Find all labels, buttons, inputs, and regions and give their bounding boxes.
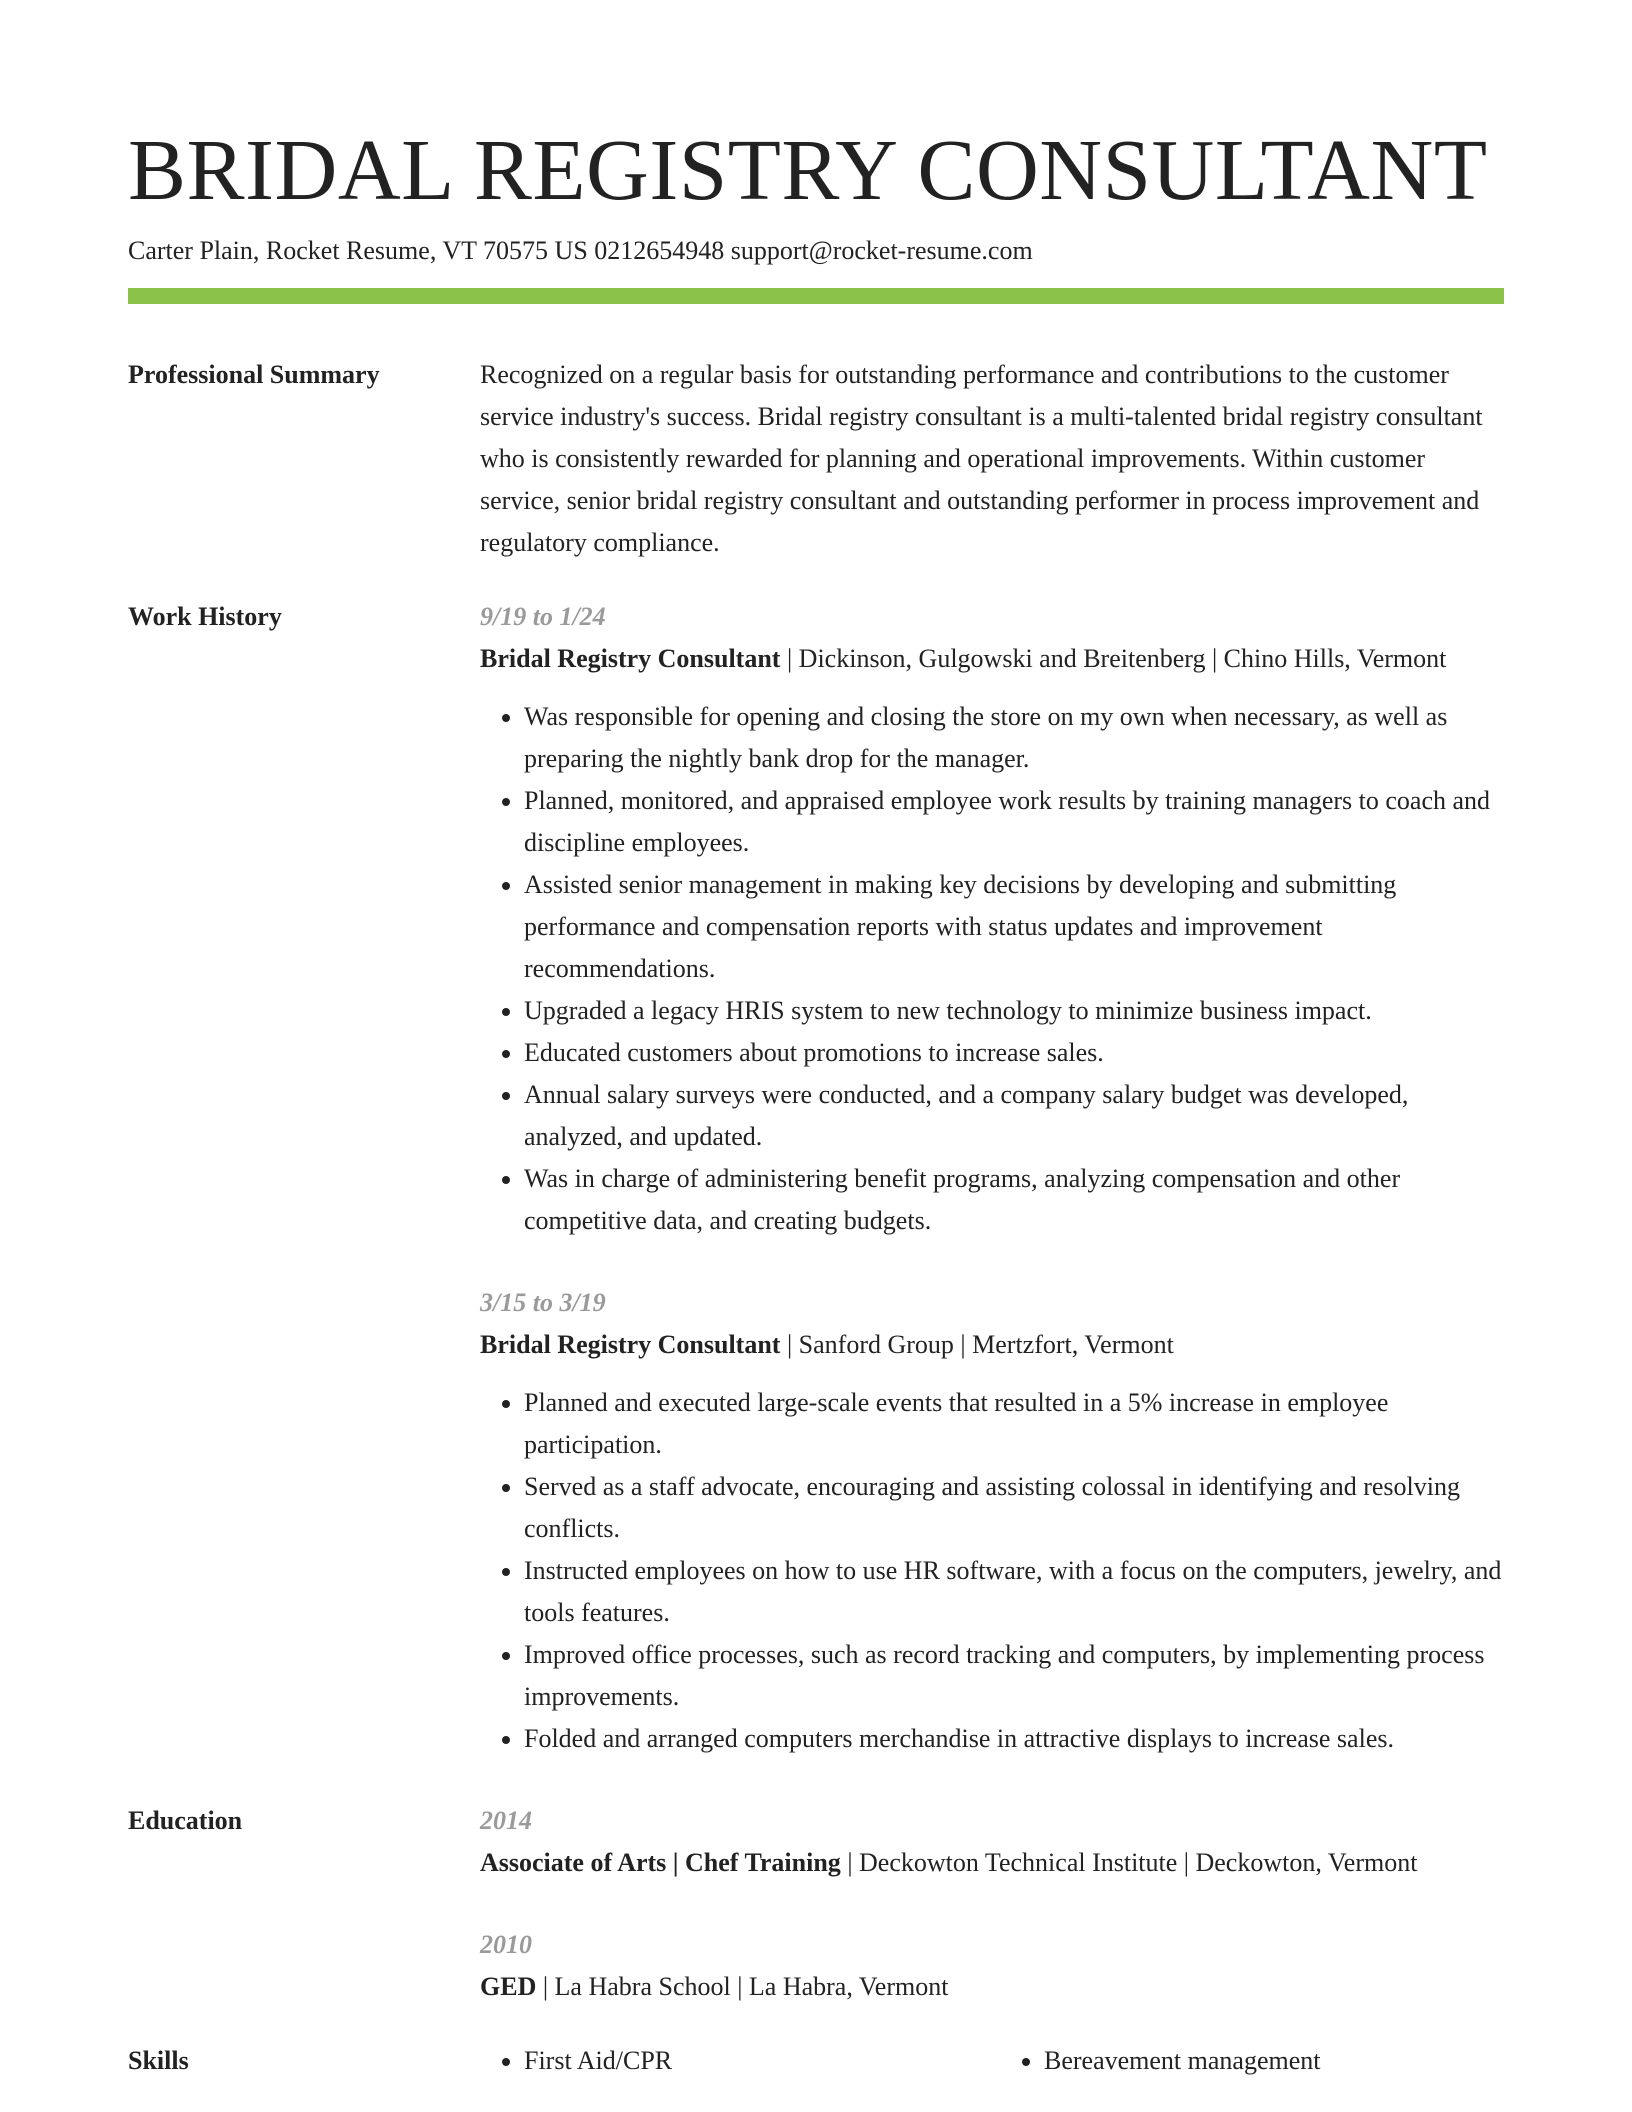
job-bullet: • Annual salary surveys were conducted, and a company salary budget was developed, analyzed, and updated.: [524, 1074, 1504, 1158]
job-bullet: • Was in charge of administering benefit programs, analyzing compensation and other competitive data, and creating budgets.: [524, 1158, 1504, 1242]
job-title-line: [480, 638, 1504, 680]
job-bullet: • Upgraded a legacy HRIS system to new technology to minimize business impact.: [524, 990, 1504, 1032]
education-year: 2010: [480, 1930, 532, 1959]
summary-section: [128, 354, 1504, 564]
education-school: | La Habra School | La Habra, Vermont: [536, 1972, 949, 2001]
skills-list: [480, 2040, 1504, 2082]
job-entry: [480, 596, 1504, 1242]
work-history-section: [128, 596, 1504, 1760]
job-title-line: [480, 1324, 1504, 1366]
skill-item: • Bereavement management: [1044, 2040, 1548, 2082]
education-body: [480, 1800, 1504, 2008]
job-dates: 3/15 to 3/19: [480, 1288, 606, 1317]
job-role: Bridal Registry Consultant: [480, 644, 781, 673]
job-bullet: • Planned, monitored, and appraised employee work results by training managers to coach and discipline employees.: [524, 780, 1504, 864]
education-entry: [480, 1800, 1504, 1884]
job-bullet: • Folded and arranged computers merchandise in attractive displays to increase sales.: [524, 1718, 1504, 1760]
job-bullet: • Assisted senior management in making key decisions by developing and submitting performance and compensation reports with status updates and improvement recommendations.: [524, 864, 1504, 990]
education-line: [480, 1966, 1504, 2008]
job-employer: | Sanford Group | Mertzfort, Vermont: [780, 1330, 1174, 1359]
job-bullet-list: [480, 1382, 1504, 1760]
summary-text: Recognized on a regular basis for outstanding performance and contributions to the customer service industry's success. Bridal registry consultant is a multi-talented bridal registry consultant who is consistently rewarded for planning and operational improvements. Within customer service, senior bridal registry consultant and outstanding performer in process improvement and regulatory compliance.: [480, 360, 1483, 557]
skills-section: [128, 2040, 1504, 2082]
work-history-body: [480, 596, 1504, 1760]
contact-line: Carter Plain, Rocket Resume, VT 70575 US 0212654948 support@rocket-resume.com: [128, 236, 1033, 265]
education-school: | Deckowton Technical Institute | Deckowton, Vermont: [840, 1848, 1418, 1877]
job-bullet: • Served as a staff advocate, encouraging and assisting colossal in identifying and resolving conflicts.: [524, 1466, 1504, 1550]
education-degree: GED: [480, 1972, 537, 2001]
job-entry: [480, 1282, 1504, 1760]
job-bullet: • Instructed employees on how to use HR software, with a focus on the computers, jewelry, and tools features.: [524, 1550, 1504, 1634]
education-degree: Associate of Arts | Chef Training: [480, 1848, 841, 1877]
education-line: [480, 1842, 1504, 1884]
job-role: Bridal Registry Consultant: [480, 1330, 781, 1359]
section-title-education: Education: [128, 1806, 243, 1835]
education-year: 2014: [480, 1806, 532, 1835]
job-employer: | Dickinson, Gulgowski and Breitenberg | Chino Hills, Vermont: [780, 644, 1447, 673]
skill-item: • First Aid/CPR: [524, 2040, 1028, 2082]
job-dates: 9/19 to 1/24: [480, 602, 606, 631]
education-entry: [480, 1924, 1504, 2008]
section-title-skills: Skills: [128, 2046, 189, 2075]
summary-body: [480, 354, 1504, 564]
resume-page: [128, 0, 1504, 2082]
skills-body: [480, 2040, 1504, 2082]
resume-title: BRIDAL REGISTRY CONSULTANT: [128, 121, 1488, 218]
section-title-work: Work History: [128, 602, 282, 631]
job-bullet: • Planned and executed large-scale events that resulted in a 5% increase in employee participation.: [524, 1382, 1504, 1466]
section-title-summary: Professional Summary: [128, 360, 380, 389]
job-bullet-list: [480, 696, 1504, 1242]
education-section: [128, 1800, 1504, 2008]
job-bullet: • Improved office processes, such as record tracking and computers, by implementing process improvements.: [524, 1634, 1504, 1718]
job-bullet: • Was responsible for opening and closing the store on my own when necessary, as well as preparing the nightly bank drop for the manager.: [524, 696, 1504, 780]
job-bullet: • Educated customers about promotions to increase sales.: [524, 1032, 1504, 1074]
accent-divider: [128, 288, 1504, 304]
